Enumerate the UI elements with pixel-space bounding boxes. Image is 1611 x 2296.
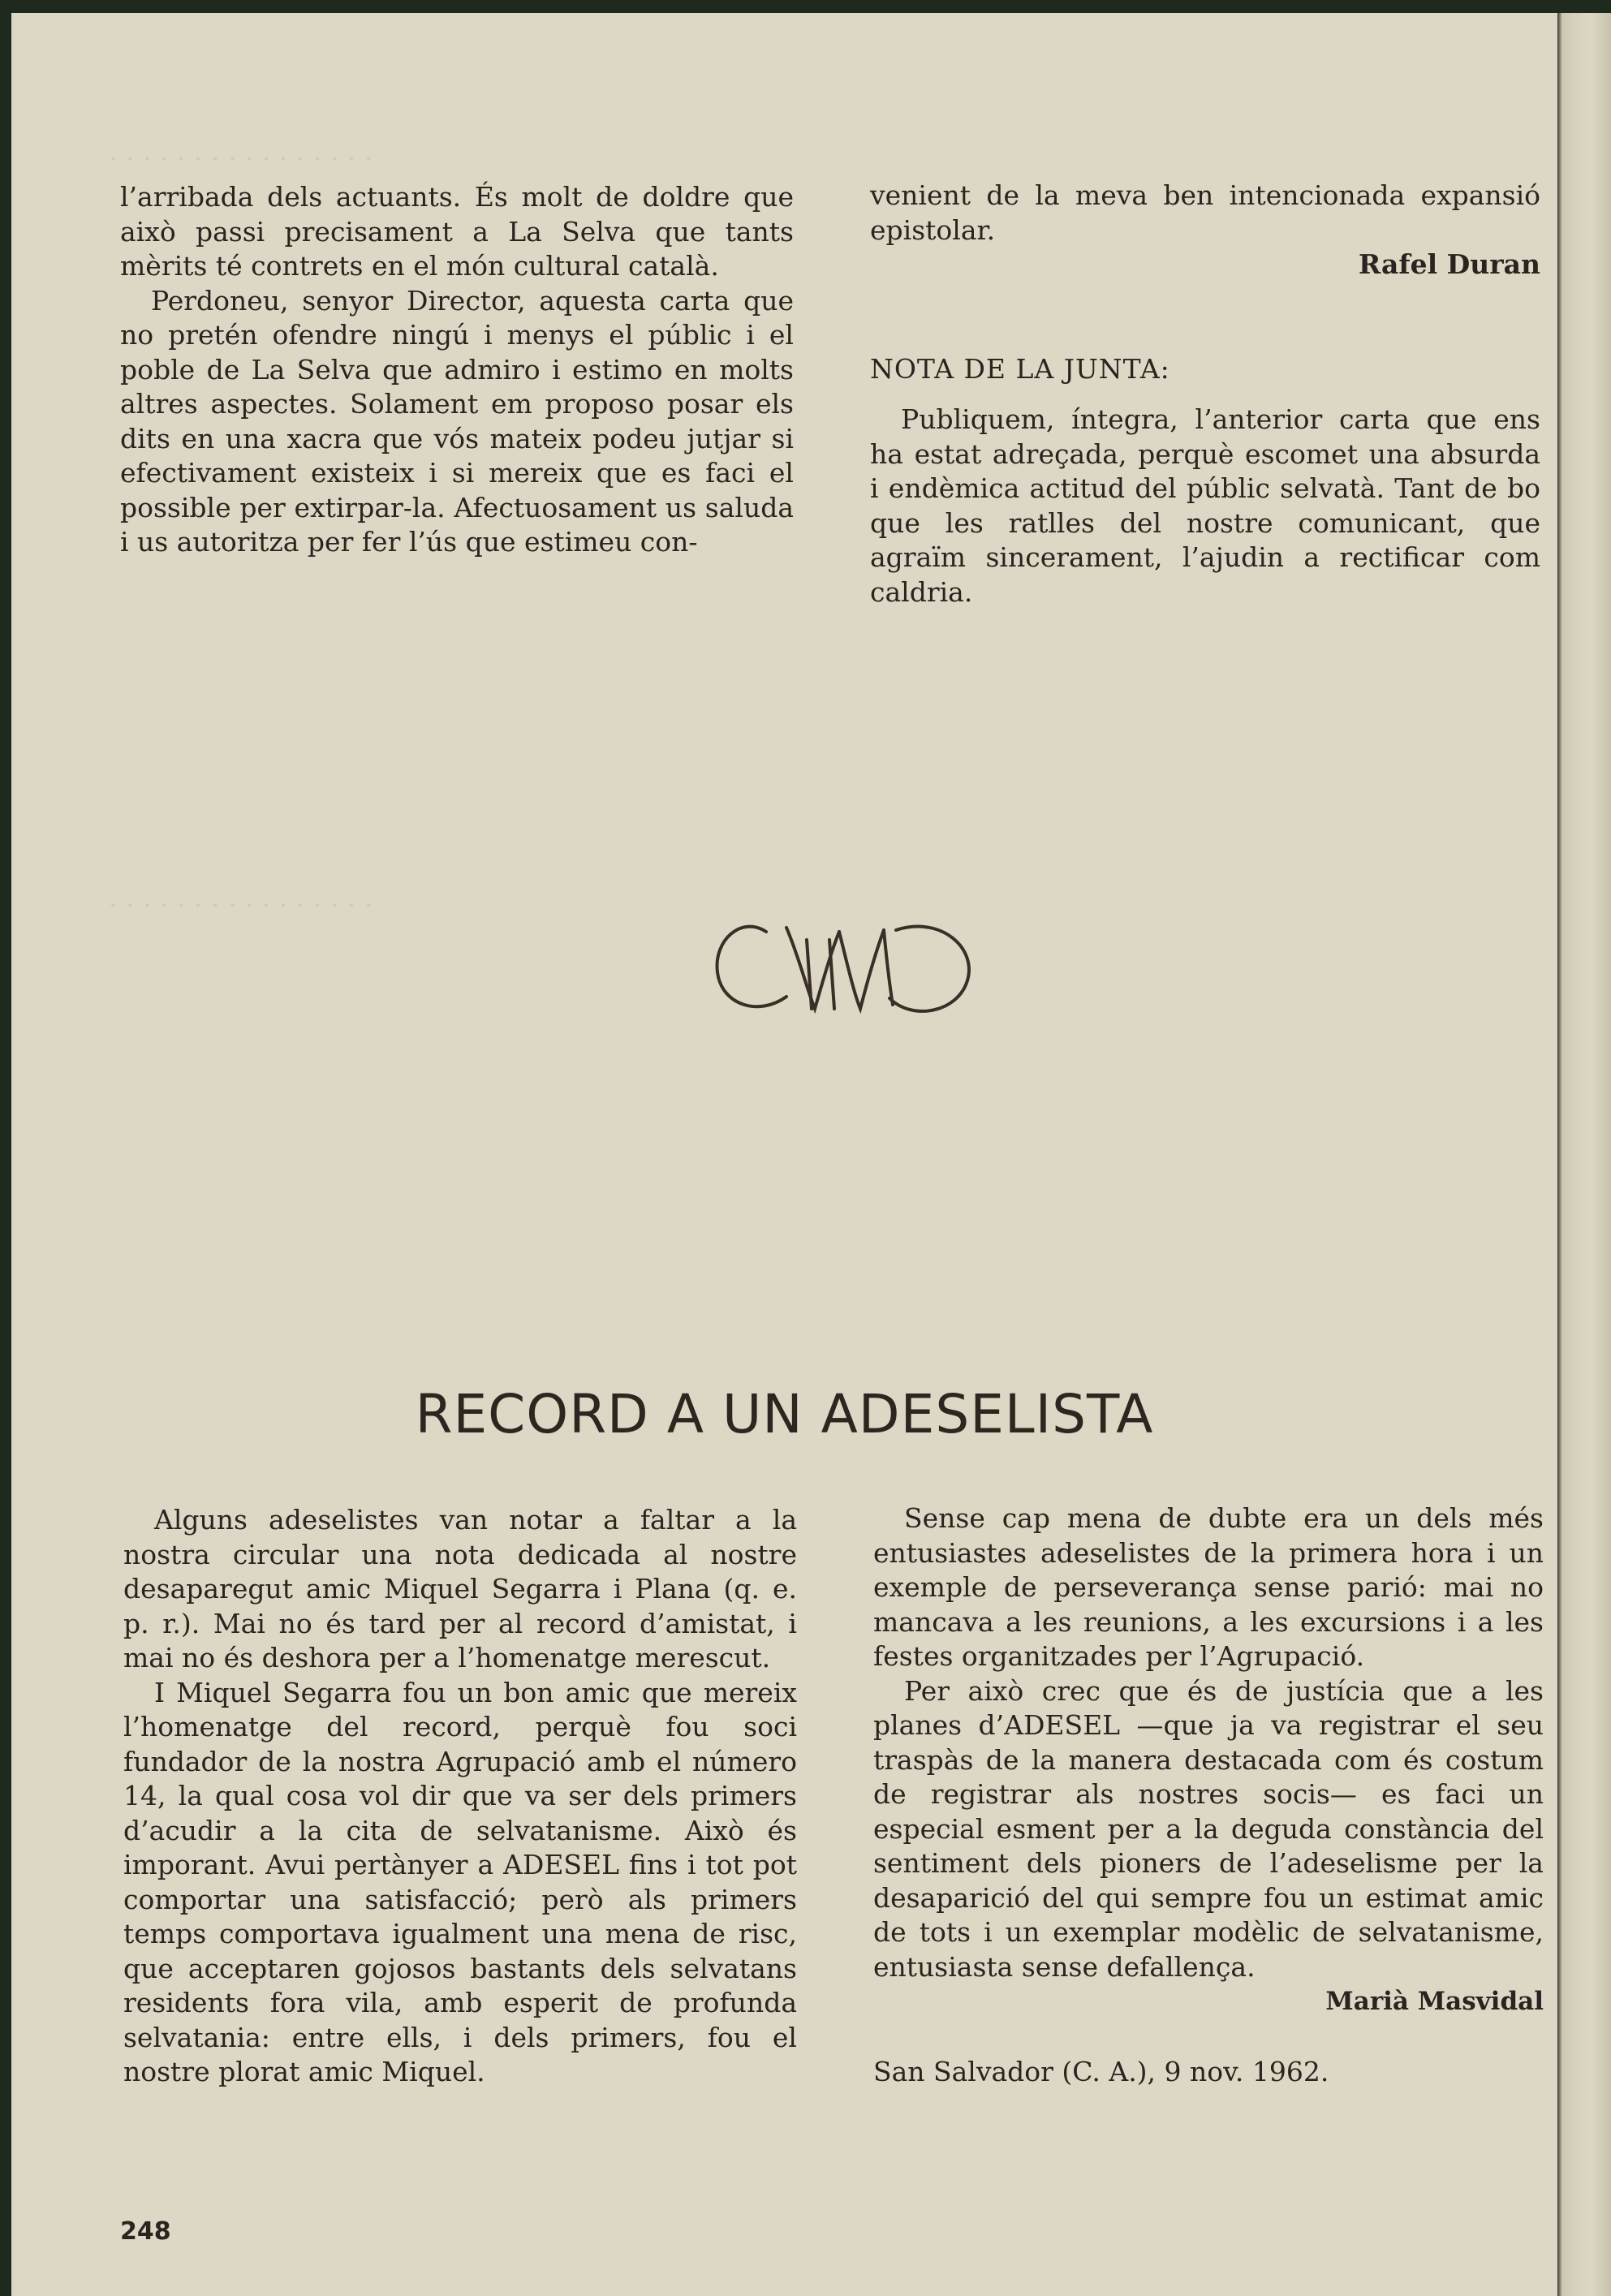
page-spine-shadow xyxy=(1557,13,1611,2296)
show-through-text: · · · · · · · · · · · · · · · · xyxy=(109,143,373,174)
article-dateline: San Salvador (C. A.), 9 nov. 1962. xyxy=(873,2055,1329,2087)
article-signature: Marià Masvidal xyxy=(1325,1987,1544,2016)
magazine-page xyxy=(11,13,1557,2296)
article-column-left xyxy=(123,1503,797,2090)
article-column-right xyxy=(873,1501,1544,2089)
page-number: 248 xyxy=(120,2217,171,2246)
calligraphic-flourish-icon xyxy=(709,907,977,1021)
note-text: Publiquem, íntegra, l’anterior carta que ens ha estat adreçada, perquè escomet una absurda i endèmica actitud del públic selvatà. Tant de bo que les ratlles del nostre comunicant, que agraïm sincerament, l’ajudin a rectificar com caldria. xyxy=(870,403,1540,608)
letter-column-left xyxy=(120,180,794,560)
letter-column-right xyxy=(870,179,1540,610)
letter-paragraph: l’arribada dels actuants. És molt de doldre que això passi precisament a La Selva que tants mèrits té contrets en el món cultural català. xyxy=(120,181,794,282)
article-paragraph: I Miquel Segarra fou un bon amic que mereix l’homenatge del record, perquè fou soci fundador de la nostra Agrupació amb el número 14, la qual cosa vol dir que va ser dels primers d’acudir a la cita de selvatanisme. Això és imporant. Avui pertànyer a ADESEL fins i tot pot comportar una satisfacció; però als primers temps comportava igualment una mena de risc, que acceptaren gojosos bastants dels selvatans residents fora vila, amb esperit de profunda selvatania: entre ells, i dels primers, fou el nostre plorat amic Miquel. xyxy=(123,1676,797,2087)
letter-paragraph: Perdoneu, senyor Director, aquesta carta que no pretén ofendre ningú i menys el públic i el poble de La Selva que admiro i estimo en molts altres aspectes. Solament em proposo posar els dits en una xacra que vós mateix podeu jutjar si efectivament existeix i si mereix que es faci el possible per extirpar-la. Afectuosament us saluda i us autoritza per fer l’ús que estimeu con- xyxy=(120,284,794,558)
article-paragraph: Alguns adeselistes van notar a faltar a la nostra circular una nota dedicada al nostre desaparegut amic Miquel Segarra i Plana (q. e. p. r.). Mai no és tard per al record d’amistat, i mai no és deshora per a l’homenatge merescut. xyxy=(123,1504,797,1674)
note-heading: NOTA DE LA JUNTA: xyxy=(870,352,1170,385)
letter-continuation: venient de la meva ben intencionada expansió epistolar. xyxy=(870,179,1540,246)
article-title: RECORD A UN ADESELISTA xyxy=(415,1383,1154,1445)
letter-signature: Rafel Duran xyxy=(1358,248,1540,280)
article-paragraph: Per això crec que és de justícia que a les planes d’ADESEL —que ja va registrar el seu traspàs de la manera destacada com és costum de registrar als nostres socis— es faci un especial esment per a la deguda constància del sentiment dels pioners de l’adeselisme per la desaparició del qui sempre fou un estimat amic de tots i un exemplar modèlic de selvatanisme, entusiasta sense defallença. xyxy=(873,1674,1544,1983)
article-paragraph: Sense cap mena de dubte era un dels més entusiastes adeselistes de la primera hora i un exemple de perseverança sense parió: mai no mancava a les reunions, a les excursions i a les festes organitzades per l’Agrupació. xyxy=(873,1502,1544,1672)
show-through-text: · · · · · · · · · · · · · · · · xyxy=(109,890,373,921)
